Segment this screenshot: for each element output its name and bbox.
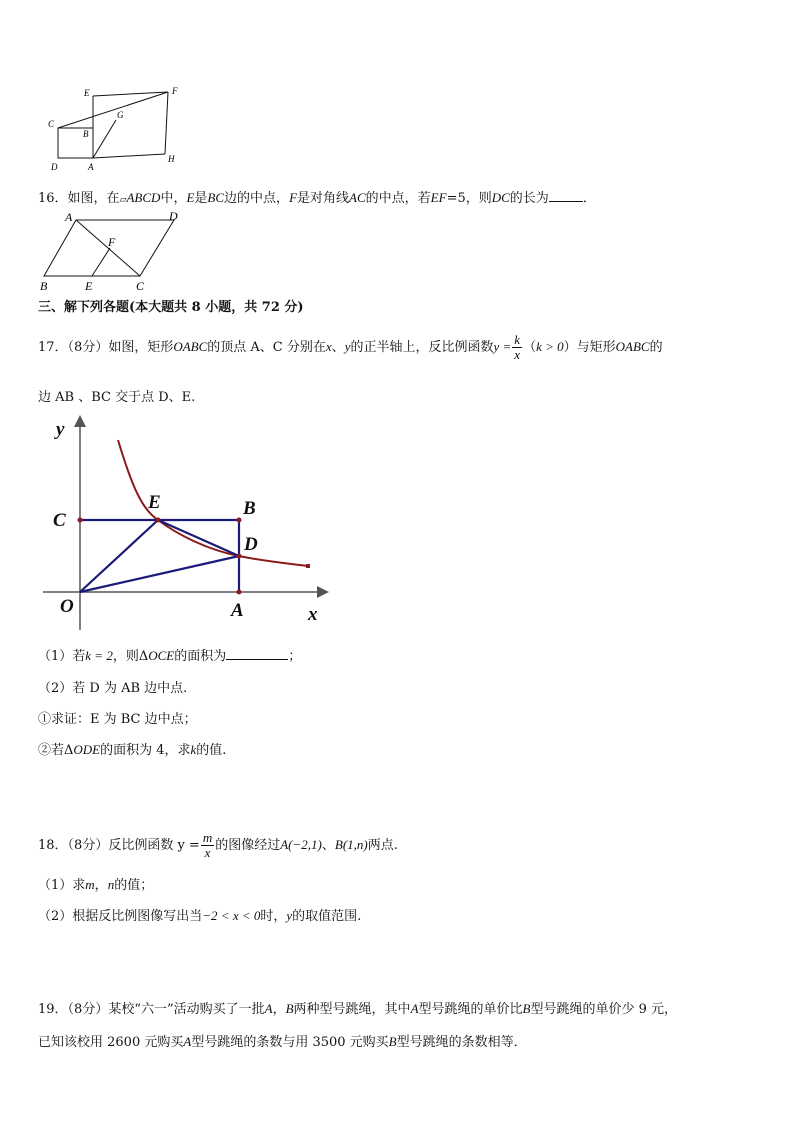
q16-t16: ． (582, 191, 596, 206)
fraction-k-over-x (512, 333, 522, 362)
graph-label-A: A (231, 600, 244, 621)
q16-t3: 中， (160, 191, 187, 206)
q17-p4b: ODE (73, 742, 101, 757)
q17-t2: OABC (173, 339, 208, 354)
fig16-label-B: B (40, 279, 48, 293)
q19-line2e: 型号跳绳的条数相等． (396, 1035, 527, 1050)
q16-t8: F (289, 190, 298, 205)
q17-p1f: ； (288, 649, 302, 664)
q17-p1d: OCE (148, 648, 175, 663)
q16-number: 16． (38, 191, 68, 206)
fig16-label-E: E (85, 279, 93, 293)
q18-t5: A(−2,1) (280, 837, 322, 852)
q18-t1: （8分）反比例函数 y = (67, 838, 200, 853)
q19-t5: 两种型号跳绳，其中 (293, 1002, 411, 1017)
q17-p4e: 的值. (196, 743, 227, 758)
q18-t7: B(1,n) (334, 837, 368, 852)
fraction-m-over-x (201, 831, 214, 860)
q19-t6: A (410, 1001, 419, 1016)
q17-t11: （ (523, 340, 537, 355)
q17-part2: （2）若 D 为 AB 边中点. (38, 681, 188, 696)
q17-t6: y (344, 339, 351, 354)
fig15-label-G: G (117, 110, 124, 120)
fig15-label-D: D (51, 162, 58, 172)
q17-t8: y = (493, 339, 512, 354)
fig15-label-B: B (83, 129, 89, 139)
q18-p1d: n (107, 877, 115, 892)
fig15-label-A: A (88, 162, 94, 172)
q16-t1: 如图，在 (67, 191, 120, 206)
q18-p1a: （1）求 (38, 878, 86, 893)
q19-t8: B (522, 1001, 531, 1016)
graph-label-B: B (243, 498, 256, 519)
q16-t2: ABCD (126, 190, 161, 205)
q19-t4: B (285, 1001, 294, 1016)
q16-t7: 边的中点， (224, 191, 290, 206)
fraction-numerator: m (202, 830, 213, 845)
q18-p2b: −2 < x < 0 (202, 908, 261, 923)
q17-graph (38, 410, 338, 635)
curve-end-marker (306, 564, 310, 568)
graph-label-E: E (148, 492, 161, 513)
fraction-denominator: x (204, 845, 211, 860)
fig15-label-E: E (84, 88, 90, 98)
point-C (78, 518, 83, 523)
q17-line2: 边 AB 、BC 交于点 D、E. (38, 390, 196, 405)
q19-line2d: B (388, 1034, 397, 1049)
fraction-denominator: x (514, 347, 521, 362)
q17-t1: （8分）如图，矩形 (67, 340, 174, 355)
q16-t6: BC (207, 190, 225, 205)
q18-part1 (38, 874, 153, 893)
q17-t7: 的正半轴上，反比例函数 (350, 340, 494, 355)
q19-t2: A (264, 1001, 273, 1016)
fig15-label-C: C (48, 119, 55, 129)
q18-number: 18． (38, 838, 68, 853)
q18-line1 (38, 830, 398, 861)
graph-label-C: C (53, 510, 66, 531)
q17-p4d: k (190, 742, 197, 757)
q18-p1b: m (85, 877, 95, 892)
q17-p1b: k = 2 (85, 648, 113, 663)
q18-p1c: ， (94, 878, 108, 893)
segment-ED (158, 520, 239, 556)
q16-t14: DC (491, 190, 510, 205)
fig16-label-F: F (108, 235, 116, 249)
q16-t5: 是 (194, 191, 208, 206)
q16-t11: 的中点，若 (365, 191, 431, 206)
q16-t10: AC (349, 190, 366, 205)
q16-t4: E (186, 190, 195, 205)
segment-OE (80, 520, 158, 592)
parallelogram-symbol: ▱ (119, 195, 127, 205)
q17-part3: ①求证：E 为 BC 边中点； (38, 712, 197, 727)
q19-line2a: 已知该校用 2600 元购买 (38, 1035, 184, 1050)
q17-part4 (38, 739, 226, 758)
q18-t4: 的图像经过 (215, 838, 281, 853)
point-B (237, 518, 242, 523)
q17-part1 (38, 645, 301, 664)
q18-p2e: 的取值范围. (292, 909, 362, 924)
q19-t9: 型号跳绳的单价少 9 元， (530, 1002, 678, 1017)
q16-t13: =5，则 (446, 191, 492, 206)
q19-t7: 型号跳绳的单价比 (418, 1002, 523, 1017)
q19-line2b: A (183, 1034, 192, 1049)
segment-OD (80, 556, 239, 592)
fig16-label-A: A (65, 210, 73, 224)
point-E (156, 518, 161, 523)
fraction-numerator: k (514, 332, 521, 347)
q17-line1 (38, 332, 663, 363)
point-D (237, 554, 242, 559)
q18-p2d: y (286, 908, 293, 923)
fig16-label-C: C (136, 279, 145, 293)
fig15-label-H: H (168, 154, 175, 164)
q18-p2c: 时， (260, 909, 287, 924)
graph-label-y: y (56, 419, 65, 440)
graph-label-D: D (244, 534, 258, 555)
q17-p1c: ，则Δ (112, 649, 149, 664)
answer-blank (549, 201, 583, 202)
graph-label-O: O (60, 596, 74, 617)
q17-p1e: 的面积为 (174, 649, 227, 664)
q16-t15: 的长为 (509, 191, 549, 206)
answer-blank (226, 659, 288, 660)
q19-line1 (38, 998, 677, 1017)
q17-p4a: ②若Δ (38, 743, 74, 758)
q17-number: 17． (38, 340, 68, 355)
q17-t13: ）与矩形 (563, 340, 616, 355)
q17-t14: OABC (615, 339, 650, 354)
q16-t12: EF (430, 190, 447, 205)
q19-t1: （8分）某校“六一”活动购买了一批 (67, 1002, 265, 1017)
fig16-label-D: D (169, 209, 178, 223)
hyperbola-curve (118, 440, 308, 566)
section-heading: 三、解下列各题(本大题共 8 小题，共 72 分) (38, 300, 304, 315)
fig15-label-F: F (172, 86, 178, 96)
q19-line2 (38, 1031, 527, 1050)
point-A (237, 590, 242, 595)
q16-figure (38, 208, 188, 294)
graph-label-x: x (308, 604, 318, 625)
q17-t15: 的 (649, 340, 663, 355)
q17-p4c: 的面积为 4，求 (100, 743, 191, 758)
q17-t3: 的顶点 A、C 分别在 (207, 340, 326, 355)
q17-p1a: （1）若 (38, 649, 86, 664)
q19-number: 19． (38, 1002, 68, 1017)
q16-text (38, 187, 596, 206)
q18-t6: 、 (321, 838, 335, 853)
q17-t4: x (325, 339, 332, 354)
q19-line2c: 型号跳绳的条数与用 3500 元购买 (191, 1035, 389, 1050)
q18-p1e: 的值； (114, 878, 154, 893)
q19-t3: ， (272, 1002, 286, 1017)
q17-t12: k > 0 (536, 339, 564, 354)
q18-part2 (38, 905, 361, 924)
q18-t8: 两点. (367, 838, 398, 853)
q15-figure (40, 80, 200, 175)
q18-p2a: （2）根据反比例图像写出当 (38, 909, 203, 924)
q16-t9: 是对角线 (297, 191, 350, 206)
q17-t5: 、 (331, 340, 345, 355)
